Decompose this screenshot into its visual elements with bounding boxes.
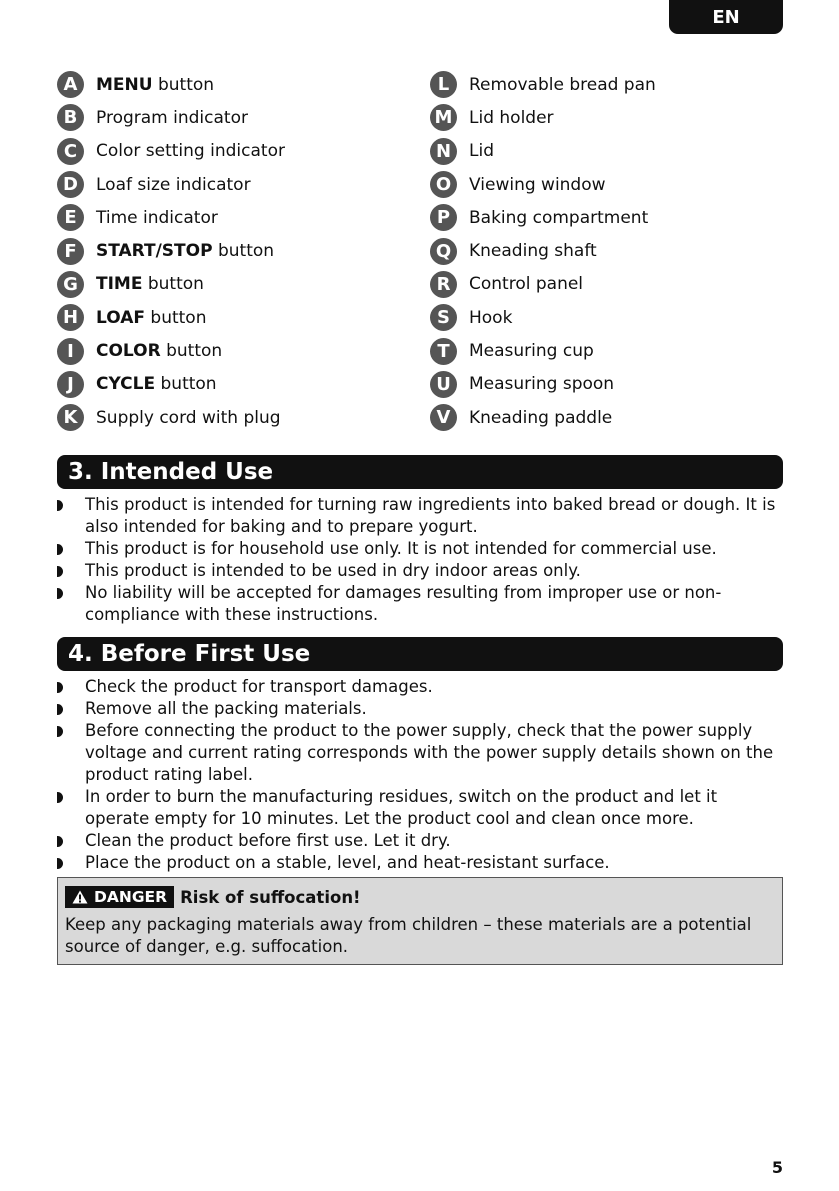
bullet-item [57, 720, 783, 786]
part-label [469, 208, 648, 228]
part-label-text: button [142, 274, 204, 295]
part-item-r [430, 268, 800, 301]
part-label [469, 175, 606, 195]
part-label-text: Kneading shaft [469, 241, 597, 262]
bullet-text: Clean the product before first use. Let it dry. [85, 831, 451, 850]
before-first-use-list [57, 676, 783, 874]
part-label-bold: CYCLE [96, 374, 156, 395]
part-label [96, 241, 274, 261]
bullet-item [57, 676, 783, 698]
part-item-k [57, 401, 427, 434]
part-letter-badge: I [57, 338, 84, 365]
bullet-marker-icon [57, 566, 63, 577]
part-item-i [57, 334, 427, 367]
part-item-g [57, 268, 427, 301]
part-label-text: Lid [469, 141, 494, 162]
part-label-text: Measuring cup [469, 341, 594, 362]
part-letter-badge: M [430, 104, 457, 131]
bullet-marker-icon [57, 500, 63, 511]
part-label-text: button [152, 74, 215, 95]
part-label [469, 341, 594, 361]
part-label [96, 108, 248, 128]
bullet-text: Before connecting the product to the power supply, check that the power supply voltage and current rating corresponds with the power supply details shown on the product rating label. [85, 721, 774, 784]
part-item-c [57, 135, 427, 168]
section-header-before-first-use: 4. Before First Use [57, 637, 783, 671]
part-label-text: Lid holder [469, 107, 554, 128]
danger-notice [57, 877, 783, 965]
part-label [469, 408, 612, 428]
bullet-marker-icon [57, 726, 63, 737]
part-item-v [430, 401, 800, 434]
part-label-text: Hook [469, 307, 513, 328]
part-label-text: Removable bread pan [469, 74, 656, 95]
part-label-text: button [155, 374, 217, 395]
part-item-o [430, 168, 800, 201]
part-letter-badge: K [57, 404, 84, 431]
part-letter-badge: O [430, 171, 457, 198]
bullet-marker-icon [57, 588, 63, 599]
part-letter-badge: F [57, 238, 84, 265]
part-letter-badge: Q [430, 238, 457, 265]
part-item-a [57, 68, 427, 101]
part-letter-badge: L [430, 71, 457, 98]
danger-text: Keep any packaging materials away from children – these materials are a potential source of danger, e.g. suffocation. [65, 915, 752, 956]
bullet-text: This product is intended for turning raw ingredients into baked bread or dough. It is also intended for baking and to prepare yogurt. [85, 495, 776, 536]
bullet-item [57, 830, 783, 852]
intended-use-list [57, 494, 783, 626]
part-label [469, 374, 614, 394]
part-letter-badge: A [57, 71, 84, 98]
warning-triangle-icon [72, 890, 88, 904]
part-letter-badge: R [430, 271, 457, 298]
bullet-marker-icon [57, 682, 63, 693]
part-label-text: Kneading paddle [469, 407, 613, 428]
part-item-m [430, 101, 800, 134]
bullet-text: Remove all the packing materials. [85, 699, 367, 718]
danger-label [65, 886, 174, 908]
part-letter-badge: S [430, 304, 457, 331]
bullet-text: No liability will be accepted for damages resulting from improper use or non-compliance with these instructions. [85, 583, 722, 624]
part-label [469, 141, 494, 161]
part-label [469, 274, 583, 294]
part-item-f [57, 234, 427, 267]
part-label [96, 75, 214, 95]
part-letter-badge: C [57, 138, 84, 165]
part-item-t [430, 334, 800, 367]
part-label-text: Measuring spoon [469, 374, 615, 395]
part-item-e [57, 201, 427, 234]
section-header-intended-use: 3. Intended Use [57, 455, 783, 489]
part-label [469, 241, 597, 261]
part-item-b [57, 101, 427, 134]
bullet-marker-icon [57, 858, 63, 869]
part-letter-badge: E [57, 204, 84, 231]
part-label-text: Loaf size indicator [96, 174, 251, 195]
part-label [469, 75, 656, 95]
part-item-n [430, 135, 800, 168]
bullet-item [57, 852, 783, 874]
part-letter-badge: U [430, 371, 457, 398]
part-item-q [430, 234, 800, 267]
part-label-bold: LOAF [96, 307, 145, 328]
part-label-text: button [145, 307, 207, 328]
bullet-item [57, 538, 783, 560]
bullet-marker-icon [57, 544, 63, 555]
part-label-text: Supply cord with plug [96, 407, 281, 428]
bullet-text: Place the product on a stable, level, and heat-resistant surface. [85, 853, 610, 872]
part-label [96, 374, 217, 394]
bullet-item [57, 582, 783, 626]
language-tab: EN [669, 0, 783, 34]
part-letter-badge: T [430, 338, 457, 365]
page-number: 5 [771, 1158, 783, 1177]
danger-header [65, 886, 361, 908]
danger-label-text: DANGER [94, 888, 168, 906]
bullet-marker-icon [57, 836, 63, 847]
part-item-l [430, 68, 800, 101]
bullet-item [57, 560, 783, 582]
bullet-item [57, 494, 783, 538]
part-label-text: Time indicator [96, 207, 218, 228]
bullet-marker-icon [57, 792, 63, 803]
danger-title: Risk of suffocation! [180, 887, 361, 907]
part-label-bold: START/STOP [96, 241, 213, 262]
part-letter-badge: V [430, 404, 457, 431]
part-label [96, 308, 206, 328]
part-letter-badge: G [57, 271, 84, 298]
part-label-text: Baking compartment [469, 207, 649, 228]
part-label [96, 341, 222, 361]
part-label-text: Program indicator [96, 107, 248, 128]
part-letter-badge: P [430, 204, 457, 231]
bullet-item [57, 698, 783, 720]
part-label-text: Color setting indicator [96, 141, 285, 162]
bullet-item [57, 786, 783, 830]
part-item-s [430, 301, 800, 334]
part-label [96, 208, 218, 228]
part-label-text: Viewing window [469, 174, 606, 195]
part-item-p [430, 201, 800, 234]
part-letter-badge: N [430, 138, 457, 165]
bullet-text: This product is intended to be used in dry indoor areas only. [85, 561, 581, 580]
part-label-bold: TIME [96, 274, 143, 295]
parts-list-right [430, 68, 800, 434]
part-label [469, 308, 512, 328]
part-label [96, 408, 281, 428]
part-letter-badge: B [57, 104, 84, 131]
part-label-bold: MENU [96, 74, 153, 95]
part-letter-badge: H [57, 304, 84, 331]
part-letter-badge: D [57, 171, 84, 198]
part-label [96, 175, 251, 195]
bullet-text: In order to burn the manufacturing residues, switch on the product and let it operate empty for 10 minutes. Let the product cool and clean once more. [85, 787, 718, 828]
part-label [469, 108, 554, 128]
part-label [96, 141, 285, 161]
part-label [96, 274, 204, 294]
bullet-text: Check the product for transport damages. [85, 677, 433, 696]
part-label-bold: COLOR [96, 341, 161, 362]
part-label-text: button [160, 341, 223, 362]
part-label-text: button [212, 241, 275, 262]
part-letter-badge: J [57, 371, 84, 398]
bullet-text: This product is for household use only. It is not intended for commercial use. [85, 539, 717, 558]
parts-list-left [57, 68, 427, 434]
part-item-u [430, 368, 800, 401]
bullet-marker-icon [57, 704, 63, 715]
part-label-text: Control panel [469, 274, 584, 295]
part-item-h [57, 301, 427, 334]
part-item-j [57, 368, 427, 401]
part-item-d [57, 168, 427, 201]
